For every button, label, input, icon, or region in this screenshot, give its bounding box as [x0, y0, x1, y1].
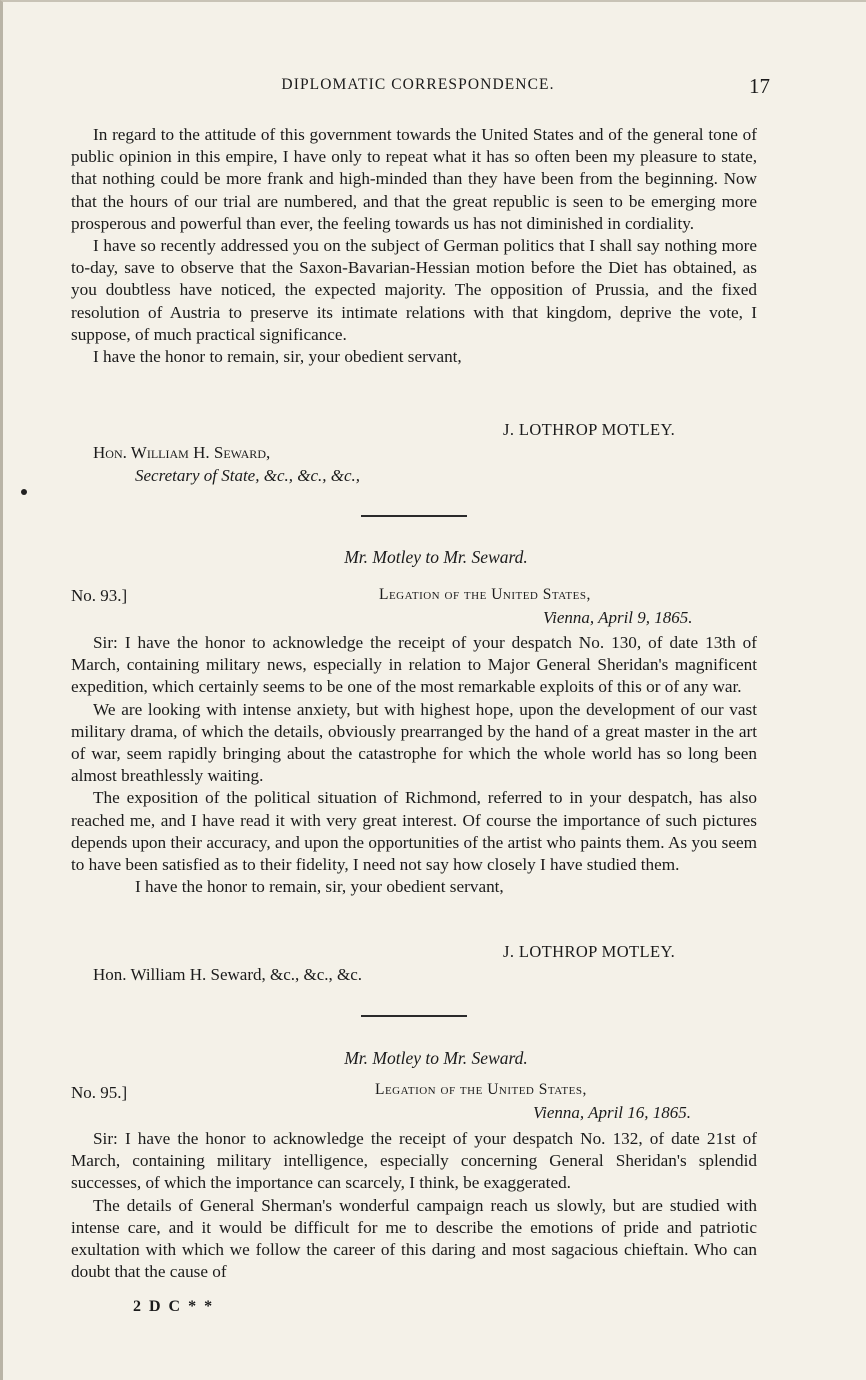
letter3-body [71, 1128, 757, 1283]
letter-heading: Mr. Motley to Mr. Seward. [344, 547, 528, 567]
addressee-name [93, 443, 270, 463]
section-divider [361, 1015, 467, 1017]
running-title: DIPLOMATIC CORRESPONDENCE. [281, 76, 555, 93]
addressee-title: Secretary of State, &c., &c., &c., [135, 466, 361, 485]
closing-line: I have the honor to remain, sir, your obedient servant, [93, 347, 462, 367]
paragraph: I have so recently addressed you on the subject of German politics that I shall say nothing more to-day, save to observe that the Saxon-Bavarian-Hessian motion before the Diet has obtained, as you doubtless have noticed, the expected majority. The opposition of Prussia, and the fixed resolution of Austria to preserve its intimate relations with that kingdom, deprive the vote, I suppose, of much practical significance. [71, 236, 757, 344]
dateline: Vienna, April 9, 1865. [543, 608, 693, 627]
letter1-body [71, 124, 757, 368]
legation-line: Legation of the United States, [375, 1081, 587, 1098]
despatch-number: No. 95.] [71, 1083, 128, 1102]
despatch-number: No. 93.] [71, 586, 128, 605]
paragraph: In regard to the attitude of this government towards the United States and of the general tone of public opinion in this empire, I have only to repeat what it has so often been my pleasure to state, that nothing could be more frank and high-minded than they have been from the beginning. Now that the hours of our trial are numbered, and that the great republic is seen to be emerging more prosperous and powerful than ever, the feeling towards us has not diminished in cordiality. [71, 125, 757, 233]
paragraph: The details of General Sherman's wonderful campaign reach us slowly, but are studied with intense care, and it would be difficult for me to describe the emotions of pride and patriotic exultation with which we follow the career of this daring and most sagacious chieftain. Who can doubt that the cause of [71, 1195, 757, 1282]
paragraph: Sir: I have the honor to acknowledge the receipt of your despatch No. 130, of date 13th of March, containing military news, especially in relation to Major General Sheridan's magnificent expedition, which certainly seems to be one of the most remarkable exploits of this or of any war. [71, 633, 757, 697]
letter-heading: Mr. Motley to Mr. Seward. [344, 1048, 528, 1068]
paragraph: Sir: I have the honor to acknowledge the receipt of your despatch No. 132, of date 21st of March, containing military intelligence, especially concerning General Sheridan's splendid successes, of which the importance can scarcely, I think, be exaggerated. [71, 1129, 757, 1193]
page-number: 17 [749, 74, 770, 98]
addressee: Hon. William H. Seward, &c., &c., &c. [93, 965, 363, 984]
signature: J. LOTHROP MOTLEY. [503, 942, 676, 961]
closing-line: I have the honor to remain, sir, your obedient servant, [135, 877, 504, 897]
signature: J. LOTHROP MOTLEY. [503, 420, 676, 439]
paragraph: The exposition of the political situation of Richmond, referred to in your despatch, has also reached me, and I have read it with very great interest. Of course the importance of such pictures depends upon their accuracy, and upon the opportunities of the artist who paints them. As you seem to have been satisfied as to their fidelity, I need not say how closely I have studied them. [71, 788, 757, 875]
ink-spot [21, 489, 27, 495]
legation-line: Legation of the United States, [379, 586, 591, 603]
signature-mark: 2 D C * * [133, 1298, 215, 1315]
addressee-name-text: Hon. William H. Seward, [93, 443, 271, 462]
letter2-body [71, 632, 757, 898]
dateline: Vienna, April 16, 1865. [533, 1103, 692, 1122]
section-divider [361, 515, 467, 517]
paragraph: We are looking with intense anxiety, but with highest hope, upon the development of our vast military drama, of which the details, obviously prearranged by the hand of a great master in the art of war, seem rapidly bringing about the catastrophe for which the whole world has so long been almost breathlessly waiting. [71, 699, 757, 786]
